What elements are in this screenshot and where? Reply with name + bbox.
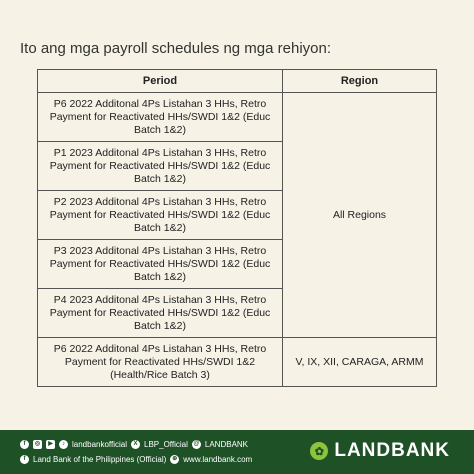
period-cell <box>38 338 283 387</box>
period-cell <box>38 191 283 240</box>
period-cell <box>38 240 283 289</box>
period-cell <box>38 142 283 191</box>
period-header: Period <box>38 70 283 93</box>
region-cell: All Regions <box>283 93 437 338</box>
period-cell <box>38 289 283 338</box>
period-cell <box>38 93 283 142</box>
payroll-schedule-table <box>37 69 437 387</box>
region-header: Region <box>283 70 437 93</box>
brand <box>310 440 450 462</box>
footer-bar <box>0 430 474 474</box>
period-text: P1 2023 Additonal 4Ps Listahan 3 HHs, Retro Payment for Reactivated HHs/SWDI 1&2 (Educ Batch 1&2) <box>49 146 271 185</box>
threads-icon[interactable]: @ <box>193 441 200 447</box>
period-text: P4 2023 Additonal 4Ps Listahan 3 HHs, Retro Payment for Reactivated HHs/SWDI 1&2 (Educ Batch 1&2) <box>49 293 271 332</box>
x-icon[interactable]: X <box>131 440 140 449</box>
social-handle[interactable]: landbankofficial <box>72 440 128 449</box>
youtube-icon[interactable]: ▶ <box>46 440 55 449</box>
tiktok-icon[interactable]: ♪ <box>59 440 68 449</box>
period-text: P6 2022 Additonal 4Ps Listahan 3 HHs, Retro Payment for Reactivated HHs/SWDI 1&2 (Health/Rice Batch 3) <box>53 342 267 381</box>
facebook-icon[interactable]: f <box>20 440 29 449</box>
brand-name: LANDBANK <box>334 440 450 461</box>
period-text: P6 2022 Additonal 4Ps Listahan 3 HHs, Retro Payment for Reactivated HHs/SWDI 1&2 (Educ Batch 1&2) <box>49 97 271 136</box>
table-header-row <box>38 70 437 93</box>
intro-text: Ito ang mga payroll schedules ng mga rehiyon: <box>20 40 332 57</box>
x-handle[interactable]: LBP_Official <box>144 440 188 449</box>
threads-handle[interactable]: LANDBANK <box>204 440 249 449</box>
facebook-page-name[interactable]: Land Bank of the Philippines (Official) <box>33 455 167 464</box>
social-row-2 <box>20 454 252 465</box>
facebook-icon[interactable]: f <box>20 455 29 464</box>
period-text: P2 2023 Additonal 4Ps Listahan 3 HHs, Retro Payment for Reactivated HHs/SWDI 1&2 (Educ Batch 1&2) <box>49 195 271 234</box>
social-row-1 <box>20 439 252 450</box>
social-links <box>20 439 252 465</box>
landbank-logo-icon: ✿ <box>310 442 328 460</box>
instagram-icon[interactable]: ◎ <box>34 441 41 447</box>
region-cell: V, IX, XII, CARAGA, ARMM <box>283 338 437 387</box>
globe-icon[interactable]: ⊕ <box>172 456 178 462</box>
table-row <box>38 93 437 142</box>
website-link[interactable]: www.landbank.com <box>183 455 253 464</box>
table-row <box>38 338 437 387</box>
period-text: P3 2023 Additonal 4Ps Listahan 3 HHs, Retro Payment for Reactivated HHs/SWDI 1&2 (Educ Batch 1&2) <box>49 244 271 283</box>
